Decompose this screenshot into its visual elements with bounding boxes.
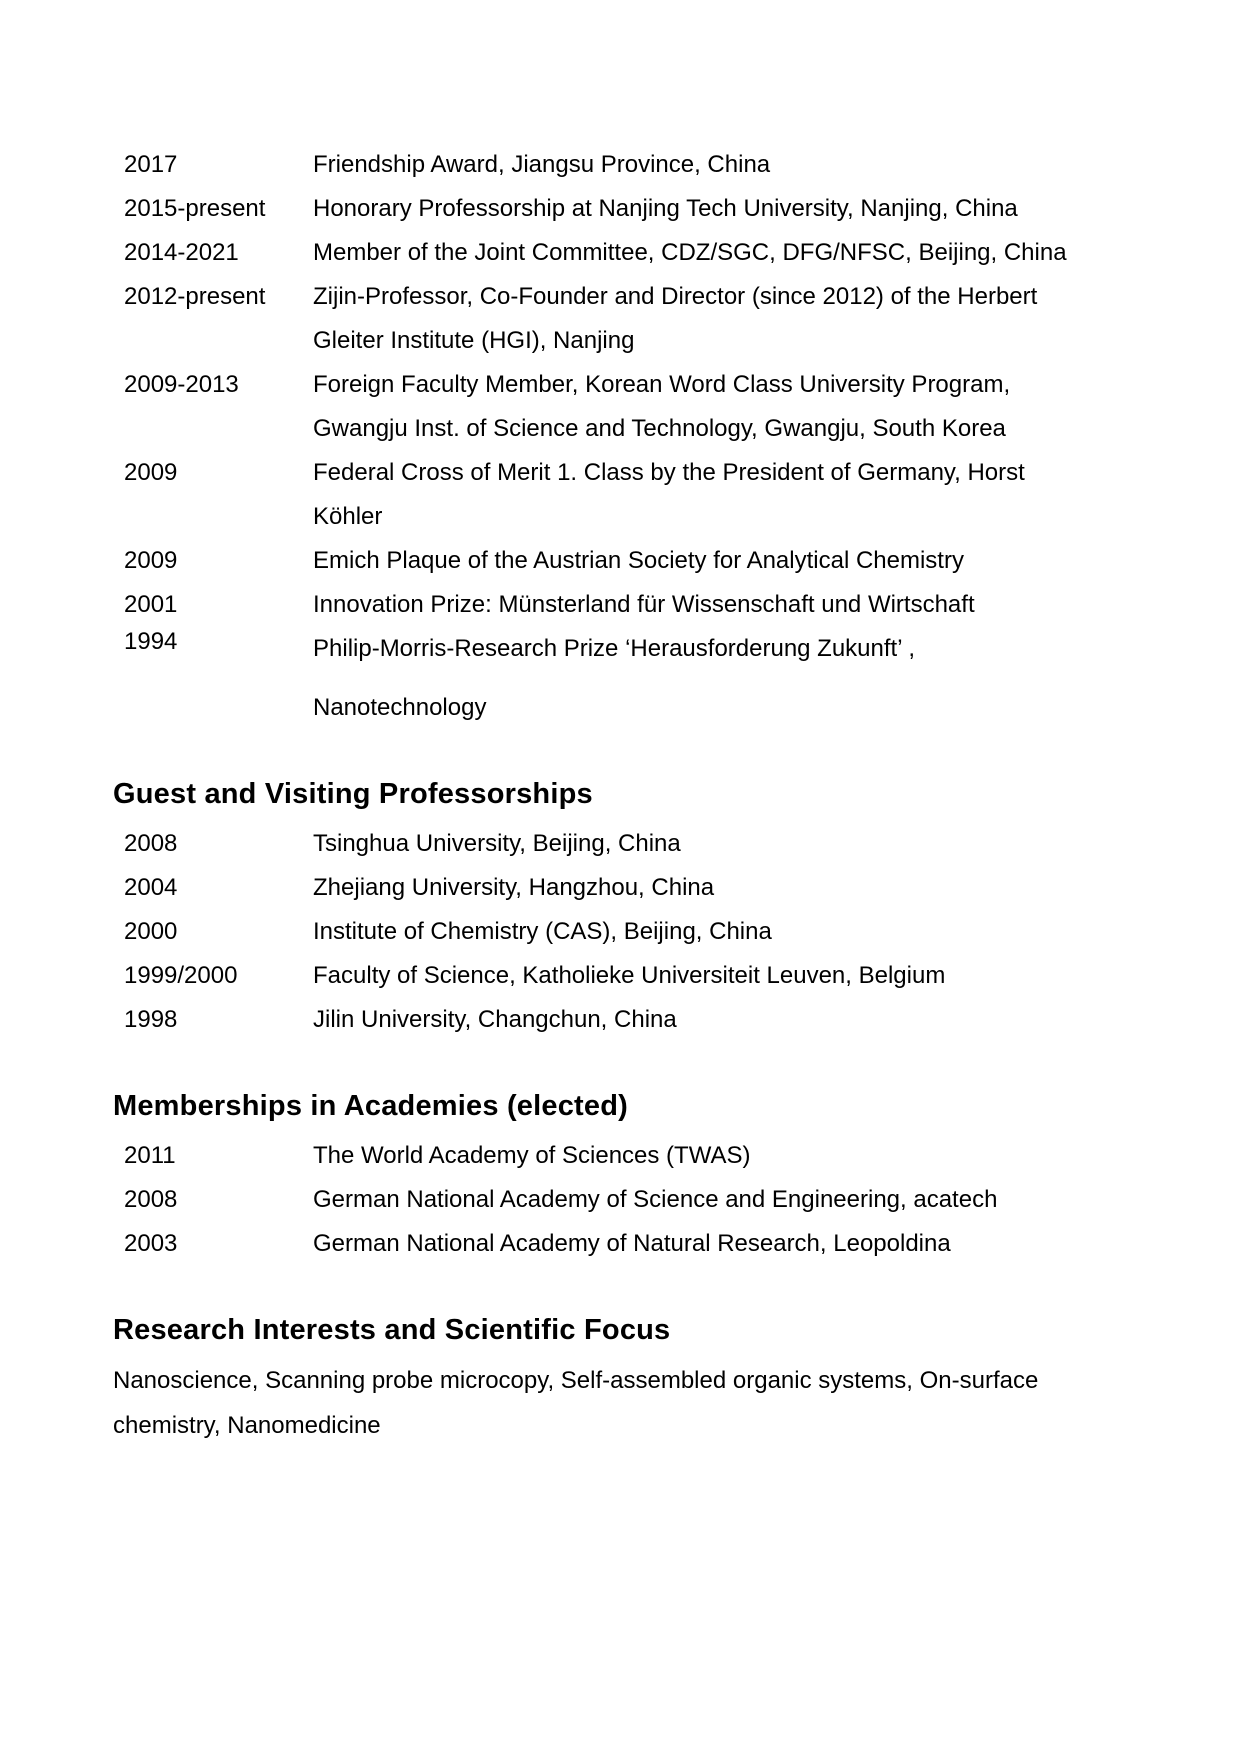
cv-entry-row xyxy=(113,1134,1131,1178)
entry-line: Gleiter Institute (HGI), Nanjing xyxy=(313,327,635,354)
entry-description xyxy=(313,539,1131,583)
entry-line: German National Academy of Science and Engineering, acatech xyxy=(313,1186,998,1213)
cv-section xyxy=(113,772,1131,1042)
entry-line: Zhejiang University, Hangzhou, China xyxy=(313,874,715,901)
section-heading: Guest and Visiting Professorships xyxy=(113,778,593,810)
entry-description xyxy=(313,143,1131,187)
entry-line: Zijin-Professor, Co-Founder and Director (since 2012) of the Herbert xyxy=(313,283,1038,310)
cv-entry-row xyxy=(113,954,1131,998)
entry-line: Federal Cross of Merit 1. Class by the President of Germany, Horst xyxy=(313,459,1025,486)
entry-year: 2012-present xyxy=(124,283,266,310)
paragraph-line: Nanoscience, Scanning probe microcopy, Self-assembled organic systems, On-surface xyxy=(113,1367,1039,1394)
cv-entry-row xyxy=(113,998,1131,1042)
entry-description xyxy=(313,231,1131,275)
sections xyxy=(113,772,1131,1448)
entry-description xyxy=(313,910,1131,954)
entry-year: 2015-present xyxy=(124,195,266,222)
entry-description xyxy=(313,1134,1131,1178)
entry-line: Institute of Chemistry (CAS), Beijing, China xyxy=(313,918,772,945)
cv-entry-row xyxy=(113,866,1131,910)
entry-line: Faculty of Science, Katholieke Universiteit Leuven, Belgium xyxy=(313,962,946,989)
entry-year: 2008 xyxy=(124,830,178,857)
entry-line: German National Academy of Natural Research, Leopoldina xyxy=(313,1230,951,1257)
entry-year: 1998 xyxy=(124,1006,178,1033)
entry-line: Honorary Professorship at Nanjing Tech University, Nanjing, China xyxy=(313,195,1018,222)
entry-line: Tsinghua University, Beijing, China xyxy=(313,830,681,857)
cv-entry-row xyxy=(113,363,1131,451)
entry-line: Friendship Award, Jiangsu Province, China xyxy=(313,151,771,178)
section-entry-list xyxy=(113,822,1131,1042)
entry-year: 2004 xyxy=(124,874,178,901)
entry-line: Gwangju Inst. of Science and Technology, Gwangju, South Korea xyxy=(313,415,1006,442)
cv-entry-row xyxy=(113,627,1131,730)
entry-description xyxy=(313,1222,1131,1266)
entry-year: 2017 xyxy=(124,151,178,178)
cv-entry-row xyxy=(113,1178,1131,1222)
entry-year: 2000 xyxy=(124,918,178,945)
entry-description xyxy=(313,627,1131,730)
cv-entry-row xyxy=(113,539,1131,583)
cv-section xyxy=(113,1308,1131,1448)
entry-year: 2001 xyxy=(124,591,178,618)
entry-year: 2009 xyxy=(124,459,178,486)
entry-line: Jilin University, Changchun, China xyxy=(313,1006,677,1033)
entry-description xyxy=(313,998,1131,1042)
entry-description xyxy=(313,583,1131,627)
entry-year: 2011 xyxy=(124,1142,176,1169)
entry-description xyxy=(313,1178,1131,1222)
cv-entry-row xyxy=(113,451,1131,539)
cv-entry-row xyxy=(113,1222,1131,1266)
cv-entry-row xyxy=(113,187,1131,231)
entry-description xyxy=(313,363,1131,451)
entry-line: Philip-Morris-Research Prize ‘Herausforderung Zukunft’ , xyxy=(313,635,915,662)
entry-description xyxy=(313,866,1131,910)
entry-line: The World Academy of Sciences (TWAS) xyxy=(313,1142,751,1169)
entry-line: Nanotechnology xyxy=(313,694,487,721)
entry-line: Member of the Joint Committee, CDZ/SGC, DFG/NFSC, Beijing, China xyxy=(313,239,1067,266)
entry-year: 1994 xyxy=(124,628,178,655)
entry-line: Emich Plaque of the Austrian Society for Analytical Chemistry xyxy=(313,547,964,574)
entry-description xyxy=(313,451,1131,539)
entry-year: 2008 xyxy=(124,1186,178,1213)
entry-description xyxy=(313,275,1131,363)
honors-list xyxy=(113,143,1131,730)
cv-entry-row xyxy=(113,910,1131,954)
entry-year: 2009-2013 xyxy=(124,371,239,398)
entry-line: Köhler xyxy=(313,503,383,530)
entry-year: 1999/2000 xyxy=(124,962,238,989)
paragraph-line: chemistry, Nanomedicine xyxy=(113,1412,381,1439)
entry-year: 2009 xyxy=(124,547,178,574)
cv-entry-row xyxy=(113,143,1131,187)
cv-entry-row xyxy=(113,231,1131,275)
entry-description xyxy=(313,954,1131,998)
section-paragraph xyxy=(113,1358,1131,1448)
section-heading: Memberships in Academies (elected) xyxy=(113,1090,629,1122)
entry-line: Innovation Prize: Münsterland für Wissenschaft und Wirtschaft xyxy=(313,591,975,618)
cv-section xyxy=(113,1084,1131,1266)
section-heading: Research Interests and Scientific Focus xyxy=(113,1314,671,1346)
entry-description xyxy=(313,187,1131,231)
section-entry-list xyxy=(113,1134,1131,1266)
cv-entry-row xyxy=(113,822,1131,866)
entry-line: Foreign Faculty Member, Korean Word Class University Program, xyxy=(313,371,1011,398)
cv-entry-row xyxy=(113,275,1131,363)
entry-description xyxy=(313,822,1131,866)
entry-year: 2003 xyxy=(124,1230,178,1257)
entry-year: 2014-2021 xyxy=(124,239,239,266)
